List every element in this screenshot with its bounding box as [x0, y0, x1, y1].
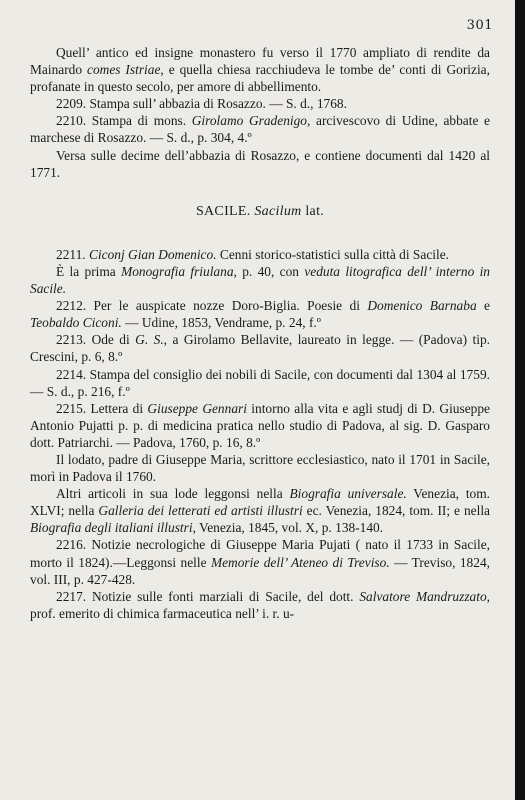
- text-run: , arcivescovo di Udine, abbate e marchese di Rosazzo. — S. d., p. 304, 4.º: [30, 113, 491, 146]
- italic-run: Domenico Barnaba: [367, 298, 477, 314]
- entry-2214: [30, 366, 490, 400]
- text-run: ec. Venezia, 1824, tom. II; e nella: [302, 503, 490, 519]
- text-run: 2209. Stampa sull’ abbazia di Rosazzo. — S. d., 1768.: [56, 96, 347, 112]
- italic-run: Ciconj Gian Domenico.: [88, 246, 217, 262]
- page-body: [30, 44, 490, 622]
- entry-2217: [30, 588, 490, 622]
- text-run: Cenni storico-statistici sulla città di Sacile.: [216, 246, 449, 262]
- heading-italic: Sacilum: [254, 203, 302, 219]
- text-run: 2215. Lettera di: [56, 400, 148, 416]
- text-run: Quell’ antico ed insigne monastero fu verso il 1770 ampliato di rendite da Mainardo: [30, 45, 490, 78]
- italic-run: veduta litografica dell’ interno in Sacile.: [30, 263, 491, 297]
- text-run: Altri articoli in sua lode leggonsi nella: [56, 486, 290, 502]
- entry-2210-note: [30, 147, 490, 181]
- heading-suffix: lat.: [301, 203, 325, 219]
- italic-run: Biografia degli italiani illustri: [30, 520, 193, 536]
- text-run: Il lodato, padre di Giuseppe Maria, scrittore ecclesiastico, nato il 1701 in Sacile, morì in Padova il 1760.: [30, 451, 490, 485]
- text-run: 2217. Notizie sulle fonti marziali di Sacile, del dott.: [56, 588, 360, 604]
- section-heading: [30, 203, 490, 220]
- text-run: — Udine, 1853, Vendrame, p. 24, f.º: [121, 315, 321, 331]
- entry-2215-note-2: [30, 485, 490, 536]
- text-run: Versa sulle decime dell’abbazia di Rosazzo, e contiene documenti dal 1420 al 1771.: [30, 147, 490, 180]
- text-run: — Treviso, 1824, vol. III, p. 427-428.: [30, 554, 490, 587]
- heading-text: SACILE.: [195, 203, 255, 219]
- text-run: 2211.: [56, 246, 89, 262]
- text-run: 2212. Per le auspicate nozze Doro-Biglia. Poesie di: [56, 298, 368, 314]
- entry-2210: [30, 112, 490, 146]
- italic-run: Salvatore Mandruzzato: [359, 588, 487, 604]
- text-run: , p. 40, con: [233, 263, 305, 279]
- italic-run: Galleria dei letterati ed artisti illustri: [98, 503, 303, 519]
- text-run: 2214. Stampa del consiglio dei nobili di Sacile, con documenti dal 1304 al 1759. — S. d., p. 216, f.º: [30, 366, 490, 399]
- italic-run: Monografia friulana: [121, 263, 234, 279]
- text-run: e: [476, 298, 491, 314]
- entry-2212: [30, 297, 490, 331]
- entry-2215-note-1: [30, 451, 490, 485]
- italic-run: comes Istriae: [87, 62, 161, 78]
- entry-2211: [30, 246, 490, 263]
- entry-2213: [30, 331, 490, 365]
- italic-run: Memorie dell’ Ateneo di Treviso.: [210, 554, 390, 570]
- text-run: È la prima: [56, 263, 122, 279]
- entry-2209: [30, 95, 490, 112]
- text-run: 2213. Ode di: [56, 332, 136, 348]
- page-edge-shadow: [515, 0, 525, 800]
- text-run: , e quella chiesa racchiudeva le tombe de’ conti di Gorizia, profanate in questo secolo, per amore di abbellimento.: [30, 62, 490, 95]
- intro-paragraph: [30, 44, 490, 95]
- italic-run: Biografia universale.: [289, 486, 407, 502]
- text-run: , a Girolamo Bellavite, laureato in legge. — (Padova) tip. Crescini, p. 6, 8.º: [30, 332, 490, 365]
- entry-2215: [30, 400, 490, 451]
- italic-run: Teobaldo Ciconi.: [30, 315, 122, 331]
- text-run: , prof. emerito di chimica farmaceutica nell’ i. r. u-: [30, 588, 491, 621]
- text-run: 2210. Stampa di mons.: [56, 113, 192, 129]
- text-run: 2216. Notizie necrologiche di Giuseppe Maria Pujati ( nato il 1733 in Sacile, morto il 1824).—Leggonsi nelle: [30, 537, 490, 570]
- italic-run: Girolamo Gradenigo: [191, 113, 308, 129]
- text-run: Venezia, tom. XLVI; nella: [30, 486, 490, 519]
- entry-2211-note: [30, 263, 490, 297]
- text-run: , Venezia, 1845, vol. X, p. 138-140.: [192, 520, 384, 536]
- italic-run: G. S.: [135, 332, 164, 348]
- page-number: 301: [466, 18, 493, 33]
- entry-2216: [30, 536, 490, 587]
- text-run: intorno alla vita e agli studj di D. Giuseppe Antonio Pujatti p. p. di medicina pratica nello studio di Padova, al sig. D. Gasparo dott. Patriarchi. — Padova, 1760, p. 16, 8.º: [30, 400, 490, 450]
- italic-run: Giuseppe Gennari: [147, 400, 247, 416]
